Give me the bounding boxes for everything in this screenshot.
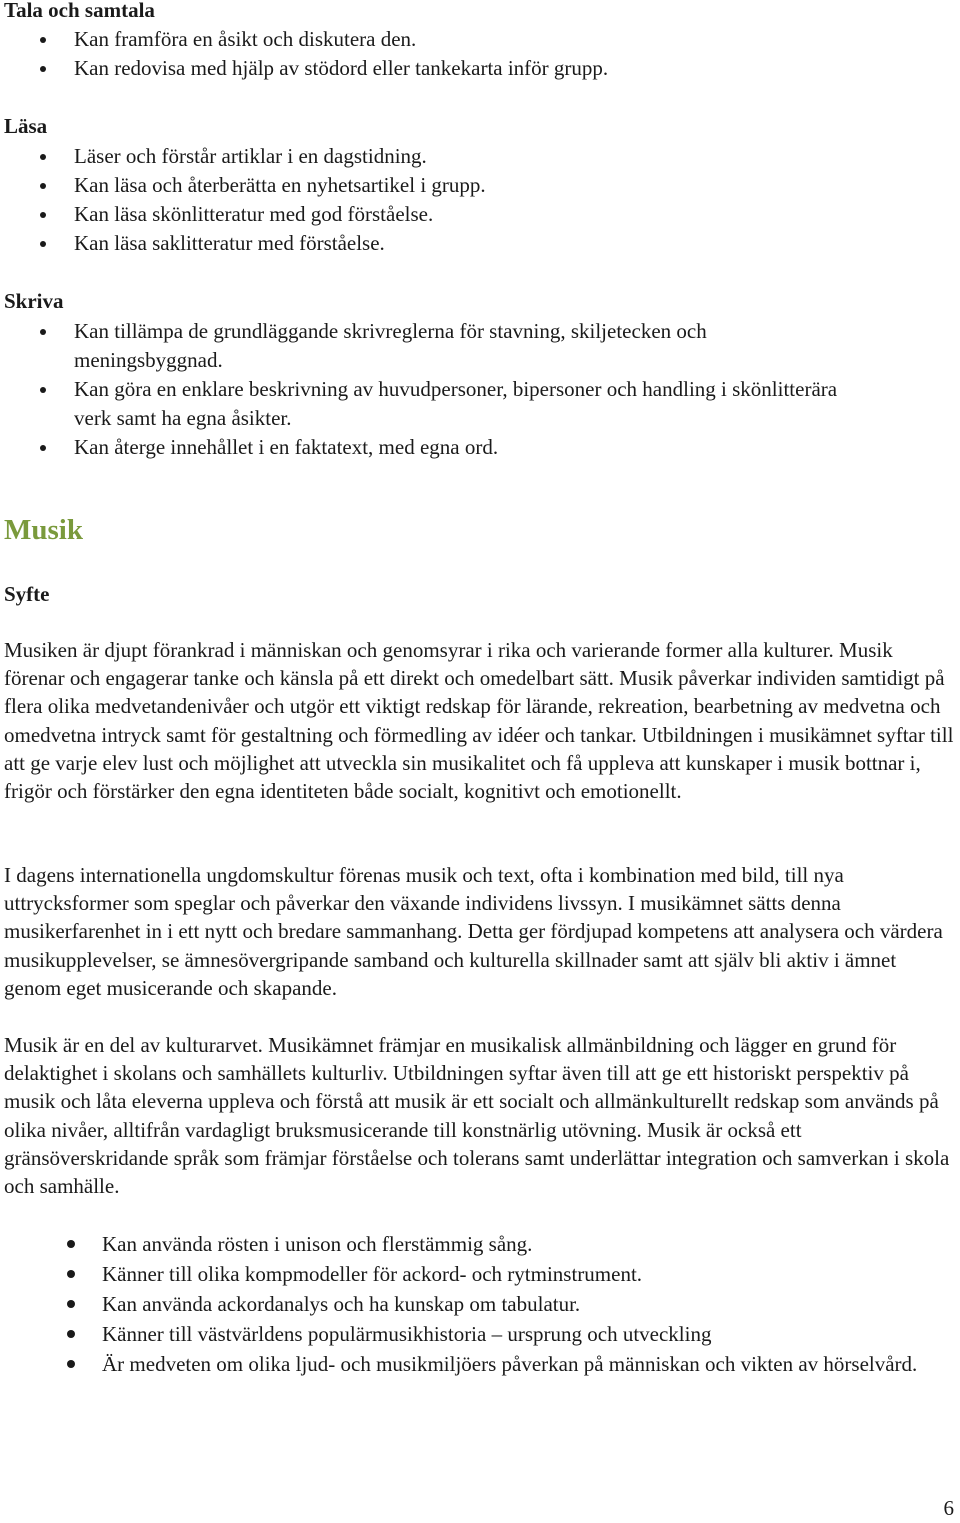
- section-heading-skriva: Skriva: [4, 289, 64, 313]
- list-item-text: Kan läsa och återberätta en nyhetsartikel i grupp.: [74, 173, 486, 197]
- bullet-icon: [40, 329, 46, 335]
- bullet-icon: [40, 387, 46, 393]
- list-item: [0, 1229, 960, 1259]
- bullet-icon: [67, 1240, 75, 1248]
- section-heading-lasa: Läsa: [4, 114, 48, 138]
- list-item: [0, 200, 854, 229]
- bullet-icon: [40, 241, 46, 247]
- list-item: [0, 25, 854, 54]
- bullet-icon: [67, 1330, 75, 1338]
- list-item: [0, 1349, 960, 1379]
- bullet-list-lasa: [0, 142, 854, 258]
- page-number: 6: [943, 1496, 954, 1520]
- list-item: [0, 433, 854, 462]
- section-heading-tala: Tala och samtala: [4, 0, 155, 22]
- paragraph: Musiken är djupt förankrad i människan och genomsyrar i rika och varierande former alla kulturer. Musik förenar och engagerar tanke och känsla på ett direkt och omedelbart sätt. Musik påverkar individen samtidigt på flera olika medvetandenivåer och utgör ett viktigt redskap för lärande, rekreation, bearbetning av medvetna och omedvetna intryck samt för gestaltning och förmedling av idéer och tankar. Utbildningen i musikämnet syftar till att ge varje elev lust och möjlighet att utveckla sin musikalitet och få uppleva att kunskaper i musik bottnar i, frigör och förstärker den egna identiteten både socialt, kognitivt och emotionellt.: [4, 638, 954, 804]
- list-item-text: Är medveten om olika ljud- och musikmiljöers påverkan på människan och vikten av hörselvård.: [102, 1352, 918, 1376]
- list-item: [0, 142, 854, 171]
- list-item: [0, 1289, 960, 1319]
- bullet-list-tala: [0, 25, 854, 83]
- bullet-icon: [40, 212, 46, 218]
- list-item-text: Läser och förstår artiklar i en dagstidning.: [74, 144, 427, 168]
- list-item: [0, 317, 854, 375]
- list-item: [0, 54, 854, 83]
- list-item-text: Kan redovisa med hjälp av stödord eller tankekarta inför grupp.: [74, 56, 609, 80]
- list-item-text: Kan använda ackordanalys och ha kunskap om tabulatur.: [102, 1292, 581, 1316]
- bullet-icon: [40, 445, 46, 451]
- bullet-icon: [40, 66, 46, 72]
- bullet-icon: [40, 37, 46, 43]
- section-heading-syfte: Syfte: [4, 582, 50, 606]
- list-item-text: Kan använda rösten i unison och flerstämmig sång.: [102, 1232, 533, 1256]
- bullet-icon: [67, 1270, 75, 1278]
- bullet-list-skriva: [0, 317, 854, 462]
- list-item-text: Kan återge innehållet i en faktatext, med egna ord.: [74, 435, 499, 459]
- list-item: [0, 1319, 960, 1349]
- bullet-icon: [40, 183, 46, 189]
- list-item-text: Kan läsa saklitteratur med förståelse.: [74, 231, 385, 255]
- bullet-icon: [67, 1360, 75, 1368]
- list-item-text: Kan framföra en åsikt och diskutera den.: [74, 27, 417, 51]
- list-item: [0, 229, 854, 258]
- list-item-text: Kan läsa skönlitteratur med god förståelse.: [74, 202, 434, 226]
- list-item-text: Kan göra en enklare beskrivning av huvudpersoner, bipersoner och handling i skönlitterära verk samt ha egna åsikter.: [74, 377, 838, 430]
- list-item-text: Känner till olika kompmodeller för ackord- och rytminstrument.: [102, 1262, 643, 1286]
- list-item: [0, 1259, 960, 1289]
- paragraph: I dagens internationella ungdomskultur förenas musik och text, ofta i kombination med bild, till nya uttrycksformer som speglar och påverkar den växande individens livssyn. I musikämnet sätts denna musikerfarenhet in i ett nytt och bredare sammanhang. Detta ger fördjupad kompetens att analysera och värdera musikupplevelser, se ämnesövergripande samband och kulturella skillnader samt att själv bli aktiv i ämnet genom eget musicerande och skapande.: [4, 863, 943, 1000]
- subject-title-musik: Musik: [4, 514, 83, 546]
- bullet-icon: [67, 1300, 75, 1308]
- bullet-icon: [40, 154, 46, 160]
- list-item-text: Känner till västvärldens populärmusikhistoria – ursprung och utveckling: [102, 1322, 712, 1346]
- bullet-list-musik: [0, 1229, 960, 1379]
- list-item: [0, 171, 854, 200]
- list-item: [0, 375, 854, 433]
- list-item-text: Kan tillämpa de grundläggande skrivreglerna för stavning, skiljetecken och meningsbyggnad.: [74, 319, 707, 372]
- paragraph: Musik är en del av kulturarvet. Musikämnet främjar en musikalisk allmänbildning och lägger en grund för delaktighet i skolans och samhällets kulturliv. Utbildningen syftar även till att ge ett historiskt perspektiv på musik och låta eleverna uppleva och förstå att musik är ett socialt och allmänkulturellt redskap som används på olika nivåer, alltifrån vardagligt bruksmusicerande till konstnärlig utövning. Musik är också ett gränsöverskridande språk som främjar förståelse och tolerans samt underlättar integration och samverkan i skola och samhälle.: [4, 1033, 950, 1199]
